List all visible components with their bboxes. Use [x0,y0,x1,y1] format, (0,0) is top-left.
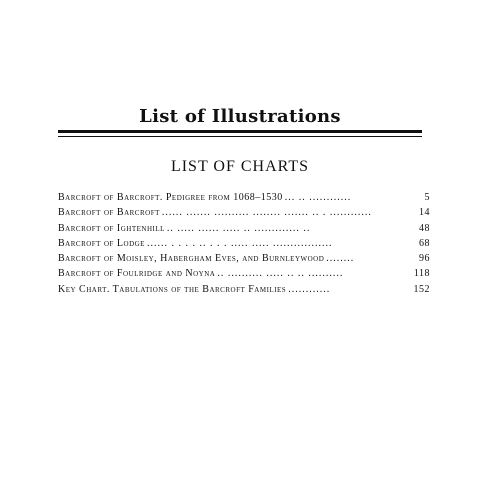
list-item [58,192,430,207]
list-item [58,207,430,222]
dot-leader: ............ [288,283,331,295]
dot-leader: ... .. ............ [284,192,352,203]
dot-leader: ........ [326,253,355,265]
dot-leader: .. .......... ..... .. .. .......... [217,268,344,280]
list-item [58,284,430,299]
heading-rule-thick [58,130,422,133]
heading-rule-thin [58,136,422,137]
dot-leader: ...... ....... .......... ........ ....... .. . ............ [161,207,372,219]
entry-title: Barcroft of Foulridge and Noyna [58,268,216,280]
list-item [58,253,430,268]
page-heading: List of Illustrations [139,106,341,127]
entry-page-number: 14 [419,207,430,219]
entry-title: Barcroft of Barcroft [58,207,160,219]
entry-page-number: 152 [413,283,430,295]
entry-page-number: 48 [419,222,430,234]
charts-list [58,192,430,299]
entry-page-number: 5 [424,192,430,203]
section-title: LIST OF CHARTS [170,158,310,175]
dot-leader: .. ..... ...... ..... .. ............. .. [166,222,311,234]
entry-title: Barcroft of Ightenhill [58,222,165,234]
entry-page-number: 118 [413,268,430,280]
dot-leader: ...... . . . . .. . . . ..... ..... ................. [146,237,333,249]
entry-page-number: 96 [419,253,430,265]
list-item [58,268,430,283]
entry-page-number: 68 [419,237,430,249]
entry-title: Barcroft of Lodge [58,237,145,249]
list-item [58,223,430,238]
entry-title: Key Chart. Tabulations of the Barcroft Families [58,283,287,295]
list-item [58,238,430,253]
entry-title: Barcroft of Moisley, Habergham Eves, and Burnleywood [58,253,325,265]
entry-title: Barcroft of Barcroft. Pedigree from 1068–1530 [58,192,283,203]
